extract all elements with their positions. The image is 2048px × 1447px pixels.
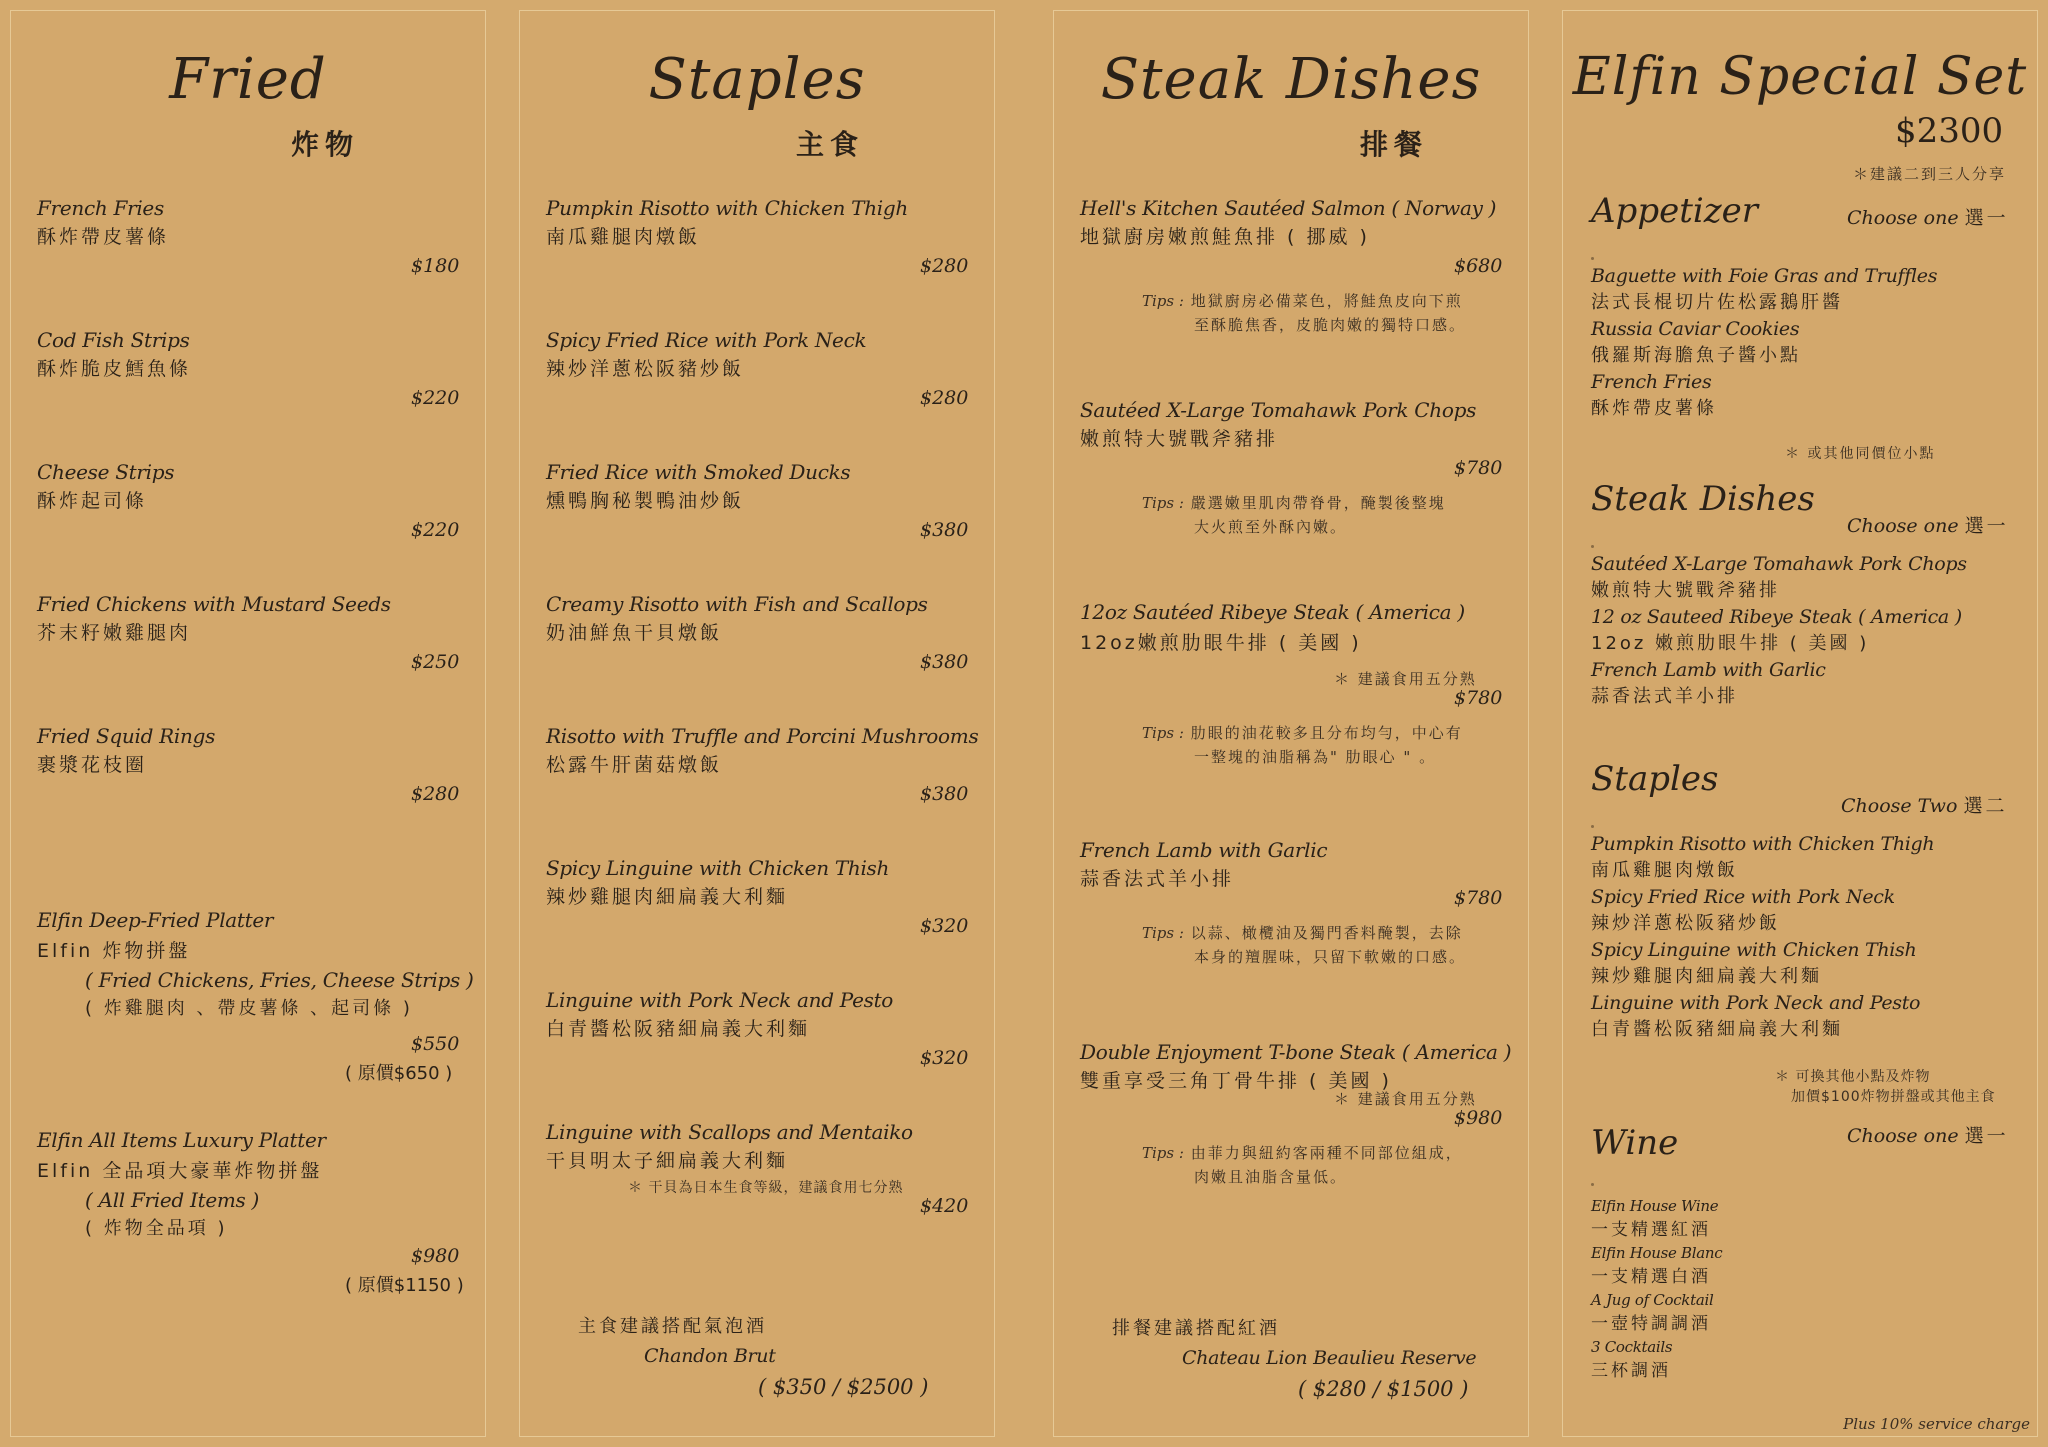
staples-list xyxy=(1591,831,2031,1043)
item-name-en: Elfin All Items Luxury Platter xyxy=(37,1128,326,1152)
item-name-en: Fried Squid Rings xyxy=(37,724,216,748)
original-price: ( 原價$650 ) xyxy=(345,1063,453,1084)
service-charge-note: Plus 10% service charge xyxy=(1843,1415,2030,1433)
choose-text: Choose one xyxy=(1847,1125,1959,1147)
item-name-en: Sautéed X-Large Tomahawk Pork Chops xyxy=(1080,398,1477,422)
share-note: ＊建議二到三人分享 xyxy=(1853,165,2007,183)
item-name-zh: 12oz嫩煎肋眼牛排 ( 美國 ) xyxy=(1080,632,1362,654)
menu-item xyxy=(546,457,986,515)
item-name-zh: 南瓜雞腿肉燉飯 xyxy=(546,226,701,248)
item-name-en: Linguine with Pork Neck and Pesto xyxy=(546,988,894,1012)
item-price: $180 xyxy=(411,255,460,277)
item-price: $220 xyxy=(411,387,460,409)
list-item-zh: 嫩煎特大號戰斧豬排 xyxy=(1591,580,1780,601)
platter-contents-zh: ( 炸雞腿肉 、帶皮薯條 、起司條 ) xyxy=(85,998,413,1019)
item-price: $780 xyxy=(1454,887,1503,909)
fried-subtitle: 炸物 xyxy=(291,128,360,161)
list-item-en: A Jug of Cocktail xyxy=(1591,1291,1714,1309)
tip-line-1: 肋眼的油花較多且分布均勻，中心有 xyxy=(1190,724,1463,742)
steak-panel xyxy=(1053,10,1529,1437)
appetizer-heading: Appetizer xyxy=(1591,191,1759,231)
tip-line-1: 地獄廚房必備菜色，將鮭魚皮向下煎 xyxy=(1190,292,1463,310)
menu-item xyxy=(546,721,986,779)
item-name-zh: 芥末籽嫩雞腿肉 xyxy=(37,622,192,644)
tips-label: Tips : xyxy=(1142,1144,1184,1162)
menu-item xyxy=(1080,1037,1520,1095)
list-item-en: 12 oz Sauteed Ribeye Steak ( America ) xyxy=(1591,606,1962,628)
item-price: $280 xyxy=(920,255,969,277)
item-tip xyxy=(1142,921,1466,969)
tip-line-2: 一整塊的油脂稱為" 肋眼心 " 。 xyxy=(1194,748,1437,766)
steak-title: Steak Dishes xyxy=(1100,47,1482,112)
staples-note xyxy=(1775,1067,1996,1107)
special-title: Elfin Special Set xyxy=(1572,47,2028,107)
item-name-en: Fried Chickens with Mustard Seeds xyxy=(37,592,391,616)
menu-item xyxy=(37,193,477,251)
tip-line-2: 本身的羶腥味，只留下軟嫩的口感。 xyxy=(1194,948,1467,966)
item-name-en: Creamy Risotto with Fish and Scallops xyxy=(546,592,928,616)
item-name-zh: 酥炸帶皮薯條 xyxy=(37,226,170,248)
pairing-price: ( $280 / $1500 ) xyxy=(1298,1377,1469,1401)
tip-line-1: 以蒜、橄欖油及獨門香料醃製，去除 xyxy=(1190,924,1463,942)
menu-item xyxy=(1080,395,1520,453)
choose-text-zh: 選二 xyxy=(1963,795,2008,817)
list-item-en: Spicy Fried Rice with Pork Neck xyxy=(1591,886,1895,908)
choose-text: Choose one xyxy=(1847,207,1959,229)
item-name-zh: 地獄廚房嫩煎鮭魚排 ( 挪威 ) xyxy=(1080,226,1370,248)
menu-item xyxy=(37,721,477,779)
appetizer-note: ＊ 或其他同價位小點 xyxy=(1785,446,1936,462)
item-name-zh: Elfin 炸物拼盤 xyxy=(37,940,191,962)
list-item-zh: 12oz 嫩煎肋眼牛排 ( 美國 ) xyxy=(1591,633,1870,654)
steak-subtitle: 排餐 xyxy=(1360,128,1429,161)
list-item-en: Russia Caviar Cookies xyxy=(1591,318,1800,340)
item-price: $680 xyxy=(1454,255,1503,277)
staples-panel xyxy=(519,10,995,1437)
wine-heading: Wine xyxy=(1591,1123,1679,1163)
item-price: $380 xyxy=(920,783,969,805)
tip-line-2: 肉嫩且油脂含量低。 xyxy=(1194,1168,1348,1186)
platter-contents-en: ( Fried Chickens, Fries, Cheese Strips ) xyxy=(85,968,474,992)
platter-item xyxy=(37,1125,477,1243)
list-item-zh: 南瓜雞腿肉燉飯 xyxy=(1591,860,1738,881)
item-price: $780 xyxy=(1454,687,1503,709)
item-name-en: Pumpkin Risotto with Chicken Thigh xyxy=(546,196,908,220)
platter-contents-zh: ( 炸物全品項 ) xyxy=(85,1218,228,1239)
list-item-en: French Fries xyxy=(1591,371,1712,393)
tip-line-1: 由菲力與紐約客兩種不同部位組成， xyxy=(1190,1144,1463,1162)
list-item-en: Linguine with Pork Neck and Pesto xyxy=(1591,992,1921,1014)
list-item-zh: 辣炒洋蔥松阪豬炒飯 xyxy=(1591,913,1780,934)
item-price: $250 xyxy=(411,651,460,673)
item-note: ＊ 干貝為日本生食等級，建議食用七分熟 xyxy=(628,1180,904,1196)
platter-item xyxy=(37,905,477,1023)
list-item-en: 3 Cocktails xyxy=(1591,1338,1673,1356)
staples-heading: Staples xyxy=(1591,759,1719,799)
menu-item xyxy=(546,985,986,1043)
list-item-zh: 一壺特調調酒 xyxy=(1591,1314,1711,1334)
list-item-en: Baguette with Foie Gras and Truffles xyxy=(1591,265,1938,287)
special-set-panel xyxy=(1562,10,2038,1437)
tip-line-1: 嚴選嫩里肌肉帶脊骨，醃製後整塊 xyxy=(1190,494,1446,512)
item-name-en: 12oz Sautéed Ribeye Steak ( America ) xyxy=(1080,600,1465,624)
item-name-en: Double Enjoyment T-bone Steak ( America ) xyxy=(1080,1040,1512,1064)
list-item-zh: 三杯調酒 xyxy=(1591,1361,1671,1381)
item-name-zh: 酥炸脆皮鱈魚條 xyxy=(37,358,192,380)
menu-item xyxy=(1080,193,1520,251)
pairing-wine: Chateau Lion Beaulieu Reserve xyxy=(1182,1347,1477,1369)
item-name-zh: 干貝明太子細扁義大利麵 xyxy=(546,1150,789,1172)
item-name-en: Linguine with Scallops and Mentaiko xyxy=(546,1120,913,1144)
steak-list xyxy=(1591,551,2031,710)
bullet-dot xyxy=(1591,1183,1594,1186)
item-price: $980 xyxy=(1454,1107,1503,1129)
choose-text-zh: 選一 xyxy=(1964,1125,2009,1147)
menu-item xyxy=(546,325,986,383)
item-note: ＊ 建議食用五分熟 xyxy=(1334,1090,1477,1108)
choose-instruction xyxy=(1847,1121,2009,1148)
item-name-zh: 雙重享受三角丁骨牛排 ( 美國 ) xyxy=(1080,1070,1392,1092)
item-tip xyxy=(1142,1141,1463,1189)
pairing-label: 主食建議搭配氣泡酒 xyxy=(578,1316,767,1337)
staples-title: Staples xyxy=(648,47,866,112)
item-price: $220 xyxy=(411,519,460,541)
list-item-zh: 一支精選紅酒 xyxy=(1591,1220,1711,1240)
bullet-dot xyxy=(1591,257,1594,260)
staples-subtitle: 主食 xyxy=(796,128,865,161)
item-name-zh: 辣炒雞腿肉細扁義大利麵 xyxy=(546,886,789,908)
list-item-zh: 蒜香法式羊小排 xyxy=(1591,686,1738,707)
appetizer-list xyxy=(1591,263,2031,422)
list-item-zh: 一支精選白酒 xyxy=(1591,1267,1711,1287)
item-name-zh: 嫩煎特大號戰斧豬排 xyxy=(1080,428,1279,450)
staples-note-line-2: 加價$100炸物拼盤或其他主食 xyxy=(1791,1089,1996,1105)
list-item-en: French Lamb with Garlic xyxy=(1591,659,1826,681)
item-name-zh: 白青醬松阪豬細扁義大利麵 xyxy=(546,1018,811,1040)
platter-contents-en: ( All Fried Items ) xyxy=(85,1188,260,1212)
menu-item xyxy=(37,325,477,383)
list-item-en: Sautéed X-Large Tomahawk Pork Chops xyxy=(1591,553,1967,575)
list-item-en: Spicy Linguine with Chicken Thish xyxy=(1591,939,1917,961)
menu-item xyxy=(546,589,986,647)
choose-text: Choose Two xyxy=(1841,795,1958,817)
list-item-en: Elfin House Blanc xyxy=(1591,1244,1723,1262)
tips-label: Tips : xyxy=(1142,292,1184,310)
item-price: $980 xyxy=(411,1245,460,1267)
item-tip xyxy=(1142,289,1466,337)
choose-instruction xyxy=(1847,511,2009,538)
pairing-price: ( $350 / $2500 ) xyxy=(758,1375,929,1399)
fried-title: Fried xyxy=(169,47,327,112)
item-name-en: Spicy Linguine with Chicken Thish xyxy=(546,856,890,880)
item-name-en: French Fries xyxy=(37,196,164,220)
menu-item xyxy=(546,193,986,251)
menu-item xyxy=(1080,597,1520,657)
item-note: ＊ 建議食用五分熟 xyxy=(1334,670,1477,688)
set-price: $2300 xyxy=(1895,111,2004,151)
item-price: $380 xyxy=(920,651,969,673)
item-name-en: Cod Fish Strips xyxy=(37,328,190,352)
item-name-zh: 燻鴨胸秘製鴨油炒飯 xyxy=(546,490,745,512)
menu-item xyxy=(546,853,986,911)
list-item-zh: 俄羅斯海膽魚子醬小點 xyxy=(1591,345,1801,366)
item-name-en: Elfin Deep-Fried Platter xyxy=(37,908,274,932)
list-item-zh: 法式長棍切片佐松露鵝肝醬 xyxy=(1591,292,1843,313)
wine-pairing xyxy=(578,1313,978,1399)
fried-panel xyxy=(10,10,486,1437)
staples-note-line-1: ＊ 可換其他小點及炸物 xyxy=(1775,1069,1931,1085)
item-price: $420 xyxy=(920,1195,969,1217)
list-item-zh: 白青醬松阪豬細扁義大利麵 xyxy=(1591,1019,1843,1040)
menu-item xyxy=(37,589,477,647)
item-name-en: French Lamb with Garlic xyxy=(1080,838,1328,862)
steak-heading: Steak Dishes xyxy=(1591,479,1815,519)
choose-text-zh: 選一 xyxy=(1964,515,2009,537)
bullet-dot xyxy=(1591,825,1594,828)
menu-item xyxy=(546,1117,986,1175)
choose-text-zh: 選一 xyxy=(1964,207,2009,229)
original-price: ( 原價$1150 ) xyxy=(345,1275,464,1296)
item-price: $780 xyxy=(1454,457,1503,479)
pairing-label: 排餐建議搭配紅酒 xyxy=(1112,1318,1280,1339)
item-price: $550 xyxy=(411,1033,460,1055)
bullet-dot xyxy=(1591,545,1594,548)
choose-instruction xyxy=(1847,203,2009,230)
tip-line-2: 大火煎至外酥內嫩。 xyxy=(1194,518,1348,536)
item-name-zh: 松露牛肝菌菇燉飯 xyxy=(546,754,723,776)
wine-list xyxy=(1591,1195,2031,1383)
pairing-wine: Chandon Brut xyxy=(644,1345,776,1367)
item-name-en: Risotto with Truffle and Porcini Mushrooms xyxy=(546,724,979,748)
choose-instruction xyxy=(1841,791,2007,818)
item-name-en: Spicy Fried Rice with Pork Neck xyxy=(546,328,867,352)
list-item-en: Pumpkin Risotto with Chicken Thigh xyxy=(1591,833,1935,855)
tips-label: Tips : xyxy=(1142,924,1184,942)
item-name-en: Fried Rice with Smoked Ducks xyxy=(546,460,851,484)
tip-line-2: 至酥脆焦香，皮脆肉嫩的獨特口感。 xyxy=(1194,316,1467,334)
item-name-zh: 奶油鮮魚干貝燉飯 xyxy=(546,622,723,644)
item-tip xyxy=(1142,491,1446,539)
tips-label: Tips : xyxy=(1142,494,1184,512)
list-item-zh: 辣炒雞腿肉細扁義大利麵 xyxy=(1591,966,1822,987)
item-price: $380 xyxy=(920,519,969,541)
item-name-zh: 酥炸起司條 xyxy=(37,490,148,512)
item-price: $320 xyxy=(920,915,969,937)
item-name-zh: 蒜香法式羊小排 xyxy=(1080,868,1235,890)
item-name-zh: Elfin 全品項大豪華炸物拼盤 xyxy=(37,1160,323,1182)
list-item-zh: 酥炸帶皮薯條 xyxy=(1591,398,1717,419)
item-name-zh: 裹漿花枝圈 xyxy=(37,754,148,776)
choose-text: Choose one xyxy=(1847,515,1959,537)
item-price: $280 xyxy=(920,387,969,409)
item-tip xyxy=(1142,721,1463,769)
item-name-en: Cheese Strips xyxy=(37,460,175,484)
item-name-zh: 辣炒洋蔥松阪豬炒飯 xyxy=(546,358,745,380)
item-name-en: Hell's Kitchen Sautéed Salmon ( Norway ) xyxy=(1080,196,1497,220)
item-price: $280 xyxy=(411,783,460,805)
menu-item xyxy=(37,457,477,515)
list-item-en: Elfin House Wine xyxy=(1591,1197,1719,1215)
item-price: $320 xyxy=(920,1047,969,1069)
wine-pairing xyxy=(1112,1315,1522,1401)
tips-label: Tips : xyxy=(1142,724,1184,742)
menu-item xyxy=(1080,835,1520,893)
